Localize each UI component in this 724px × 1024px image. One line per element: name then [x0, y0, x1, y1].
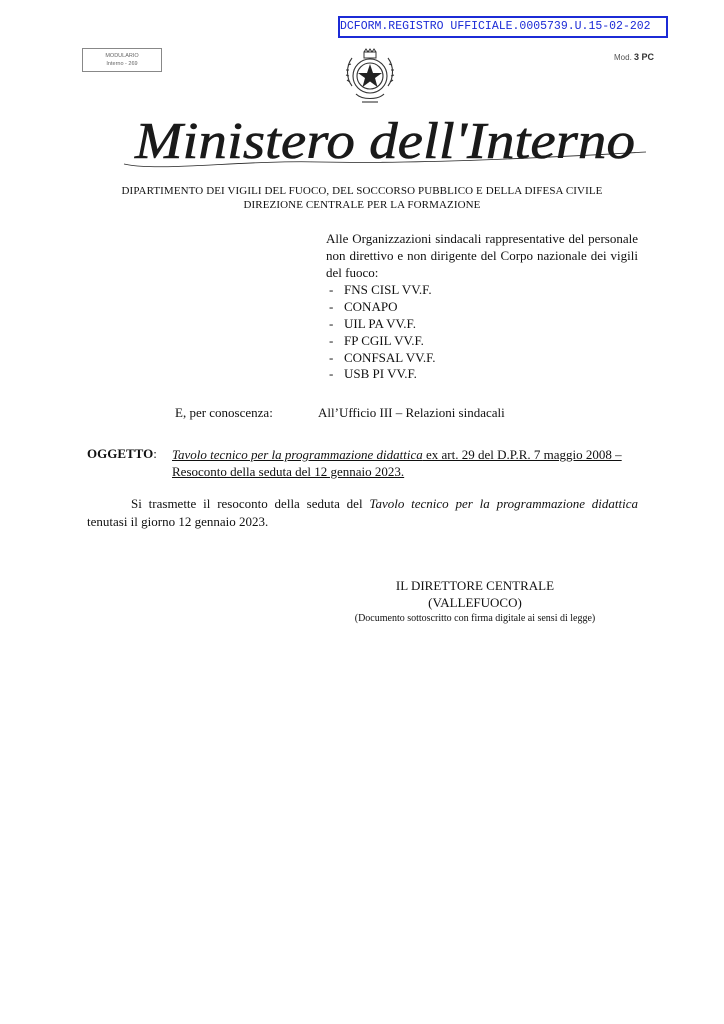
list-dash: - — [329, 315, 334, 331]
list-dash: - — [329, 332, 334, 348]
recipients-block — [326, 231, 638, 383]
recipient-name: CONFSAL VV.F. — [344, 349, 436, 365]
signatory-name: (VALLEFUOCO) — [428, 595, 522, 610]
list-dash: - — [329, 366, 334, 382]
recipient-item — [326, 299, 638, 316]
subject-label-text: OGGETTO — [87, 446, 154, 461]
form-code-prefix: Mod. — [614, 53, 632, 62]
subject-italic — [172, 447, 622, 479]
subject-label — [87, 446, 157, 462]
ministry-title — [120, 112, 650, 178]
directorate-name: DIREZIONE CENTRALE PER LA FORMAZIONE — [243, 199, 481, 211]
modulario-code: Interno - 269 — [106, 61, 138, 67]
recipient-name: FP CGIL VV.F. — [344, 332, 424, 348]
recipient-name: FNS CISL VV.F. — [344, 282, 432, 298]
subject-text — [172, 446, 638, 480]
body-italic: Tavolo tecnico per la programmazione didattica — [369, 496, 639, 511]
body-part2: tenutasi il giorno 12 gennaio 2023. — [87, 514, 269, 529]
list-dash: - — [329, 282, 334, 298]
body-paragraph — [87, 495, 638, 531]
recipient-name: USB PI VV.F. — [344, 366, 417, 382]
recipient-item — [326, 366, 638, 383]
republic-emblem-icon — [340, 48, 400, 112]
recipient-item — [326, 333, 638, 350]
form-code — [614, 52, 654, 62]
recipient-name: UIL PA VV.F. — [344, 315, 416, 331]
modulario-box — [82, 48, 162, 72]
list-dash: - — [329, 349, 334, 365]
cc-label: E, per conoscenza: — [175, 405, 273, 420]
ministry-title-text: Ministero dell'Interno — [133, 113, 636, 170]
subject-italic-text: Tavolo tecnico per la programmazione didattica — [172, 447, 423, 462]
modulario-label: MODULARIO — [105, 53, 139, 59]
recipients-list — [326, 282, 638, 383]
recipient-item — [326, 282, 638, 299]
recipient-name: CONAPO — [344, 299, 398, 315]
protocol-stamp: DCFORM.REGISTRO UFFICIALE.0005739.U.15-02-202 — [338, 16, 668, 38]
list-dash: - — [329, 299, 334, 315]
digital-signature-note: (Documento sottoscritto con firma digitale ai sensi di legge) — [354, 613, 596, 624]
department-name: DIPARTIMENTO DEI VIGILI DEL FUOCO, DEL SOCCORSO PUBBLICO E DELLA DIFESA CIVILE — [121, 185, 603, 197]
form-code-value: 3 PC — [634, 52, 655, 62]
recipient-item — [326, 350, 638, 367]
recipient-item — [326, 316, 638, 333]
cc-recipient: All’Ufficio III – Relazioni sindacali — [318, 405, 505, 420]
signatory-title: IL DIRETTORE CENTRALE — [395, 578, 555, 593]
body-part1: Si trasmette il resoconto della seduta del — [131, 496, 370, 511]
subject-colon: : — [153, 446, 157, 461]
recipients-intro: Alle Organizzazioni sindacali rappresentative del personale non direttivo e non dirigente del Corpo nazionale dei vigili del fuoco: — [326, 231, 638, 280]
subject-rest: ex art. 29 del D.P.R. 7 maggio 2008 – Resoconto della seduta del 12 gennaio 2023. — [172, 447, 622, 479]
